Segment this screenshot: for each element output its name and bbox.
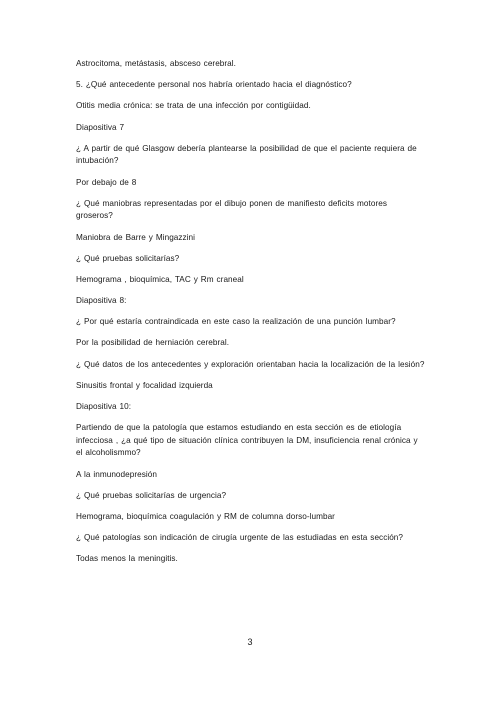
answer-paragraph: Por debajo de 8 bbox=[76, 177, 137, 187]
question-paragraph: ¿ A partir de qué Glasgow debería plantearse la posibilidad de que el paciente requiera de intubación? bbox=[76, 143, 417, 166]
question-paragraph: 5. ¿Qué antecedente personal nos habría orientado hacia el diagnóstico? bbox=[76, 80, 352, 90]
answer-paragraph: Sinusitis frontal y focalidad izquierda bbox=[76, 380, 213, 390]
page-number: 3 bbox=[247, 637, 253, 647]
question-paragraph: ¿ Por qué estaría contraindicada en este caso la realización de una punción lumbar? bbox=[76, 317, 396, 327]
answer-paragraph: Por la posibilidad de herniación cerebral. bbox=[76, 338, 230, 348]
question-paragraph: ¿ Qué maniobras representadas por el dibujo ponen de manifiesto deficits motores groseros? bbox=[76, 198, 387, 221]
question-paragraph: ¿ Qué datos de los antecedentes y exploración orientaban hacia la localización de la lesión? bbox=[76, 359, 425, 369]
question-paragraph: ¿ Qué pruebas solicitarías? bbox=[76, 253, 180, 263]
answer-paragraph: Todas menos la meningitis. bbox=[76, 554, 178, 564]
slide-heading: Diapositiva 8: bbox=[76, 296, 127, 306]
answer-paragraph: Hemograma, bioquímica coagulación y RM de columna dorso-lumbar bbox=[76, 511, 335, 521]
answer-paragraph: Otitis media crónica: se trata de una infección por contigüidad. bbox=[76, 101, 311, 111]
paragraph: Astrocitoma, metástasis, absceso cerebral. bbox=[76, 59, 236, 68]
document-body bbox=[76, 58, 426, 575]
answer-paragraph: Maniobra de Barre y Mingazzini bbox=[76, 232, 196, 242]
answer-paragraph: A la inmunodepresión bbox=[76, 469, 157, 479]
answer-paragraph: Hemograma , bioquímica, TAC y Rm craneal bbox=[76, 274, 244, 284]
slide-heading: Diapositiva 10: bbox=[76, 402, 132, 411]
question-paragraph: ¿ Qué patologías son indicación de cirugía urgente de las estudiadas en esta sección? bbox=[76, 533, 404, 543]
slide-heading: Diapositiva 7 bbox=[76, 122, 125, 132]
question-paragraph: Partiendo de que la patología que estamos estudiando en esta sección es de etiología infecciosa , ¿a qué tipo de situación clínica contribuyen la DM, insuficiencia renal crónica y el alcoholismmo? bbox=[76, 423, 418, 458]
question-paragraph: ¿ Qué pruebas solicitarías de urgencia? bbox=[76, 490, 227, 500]
